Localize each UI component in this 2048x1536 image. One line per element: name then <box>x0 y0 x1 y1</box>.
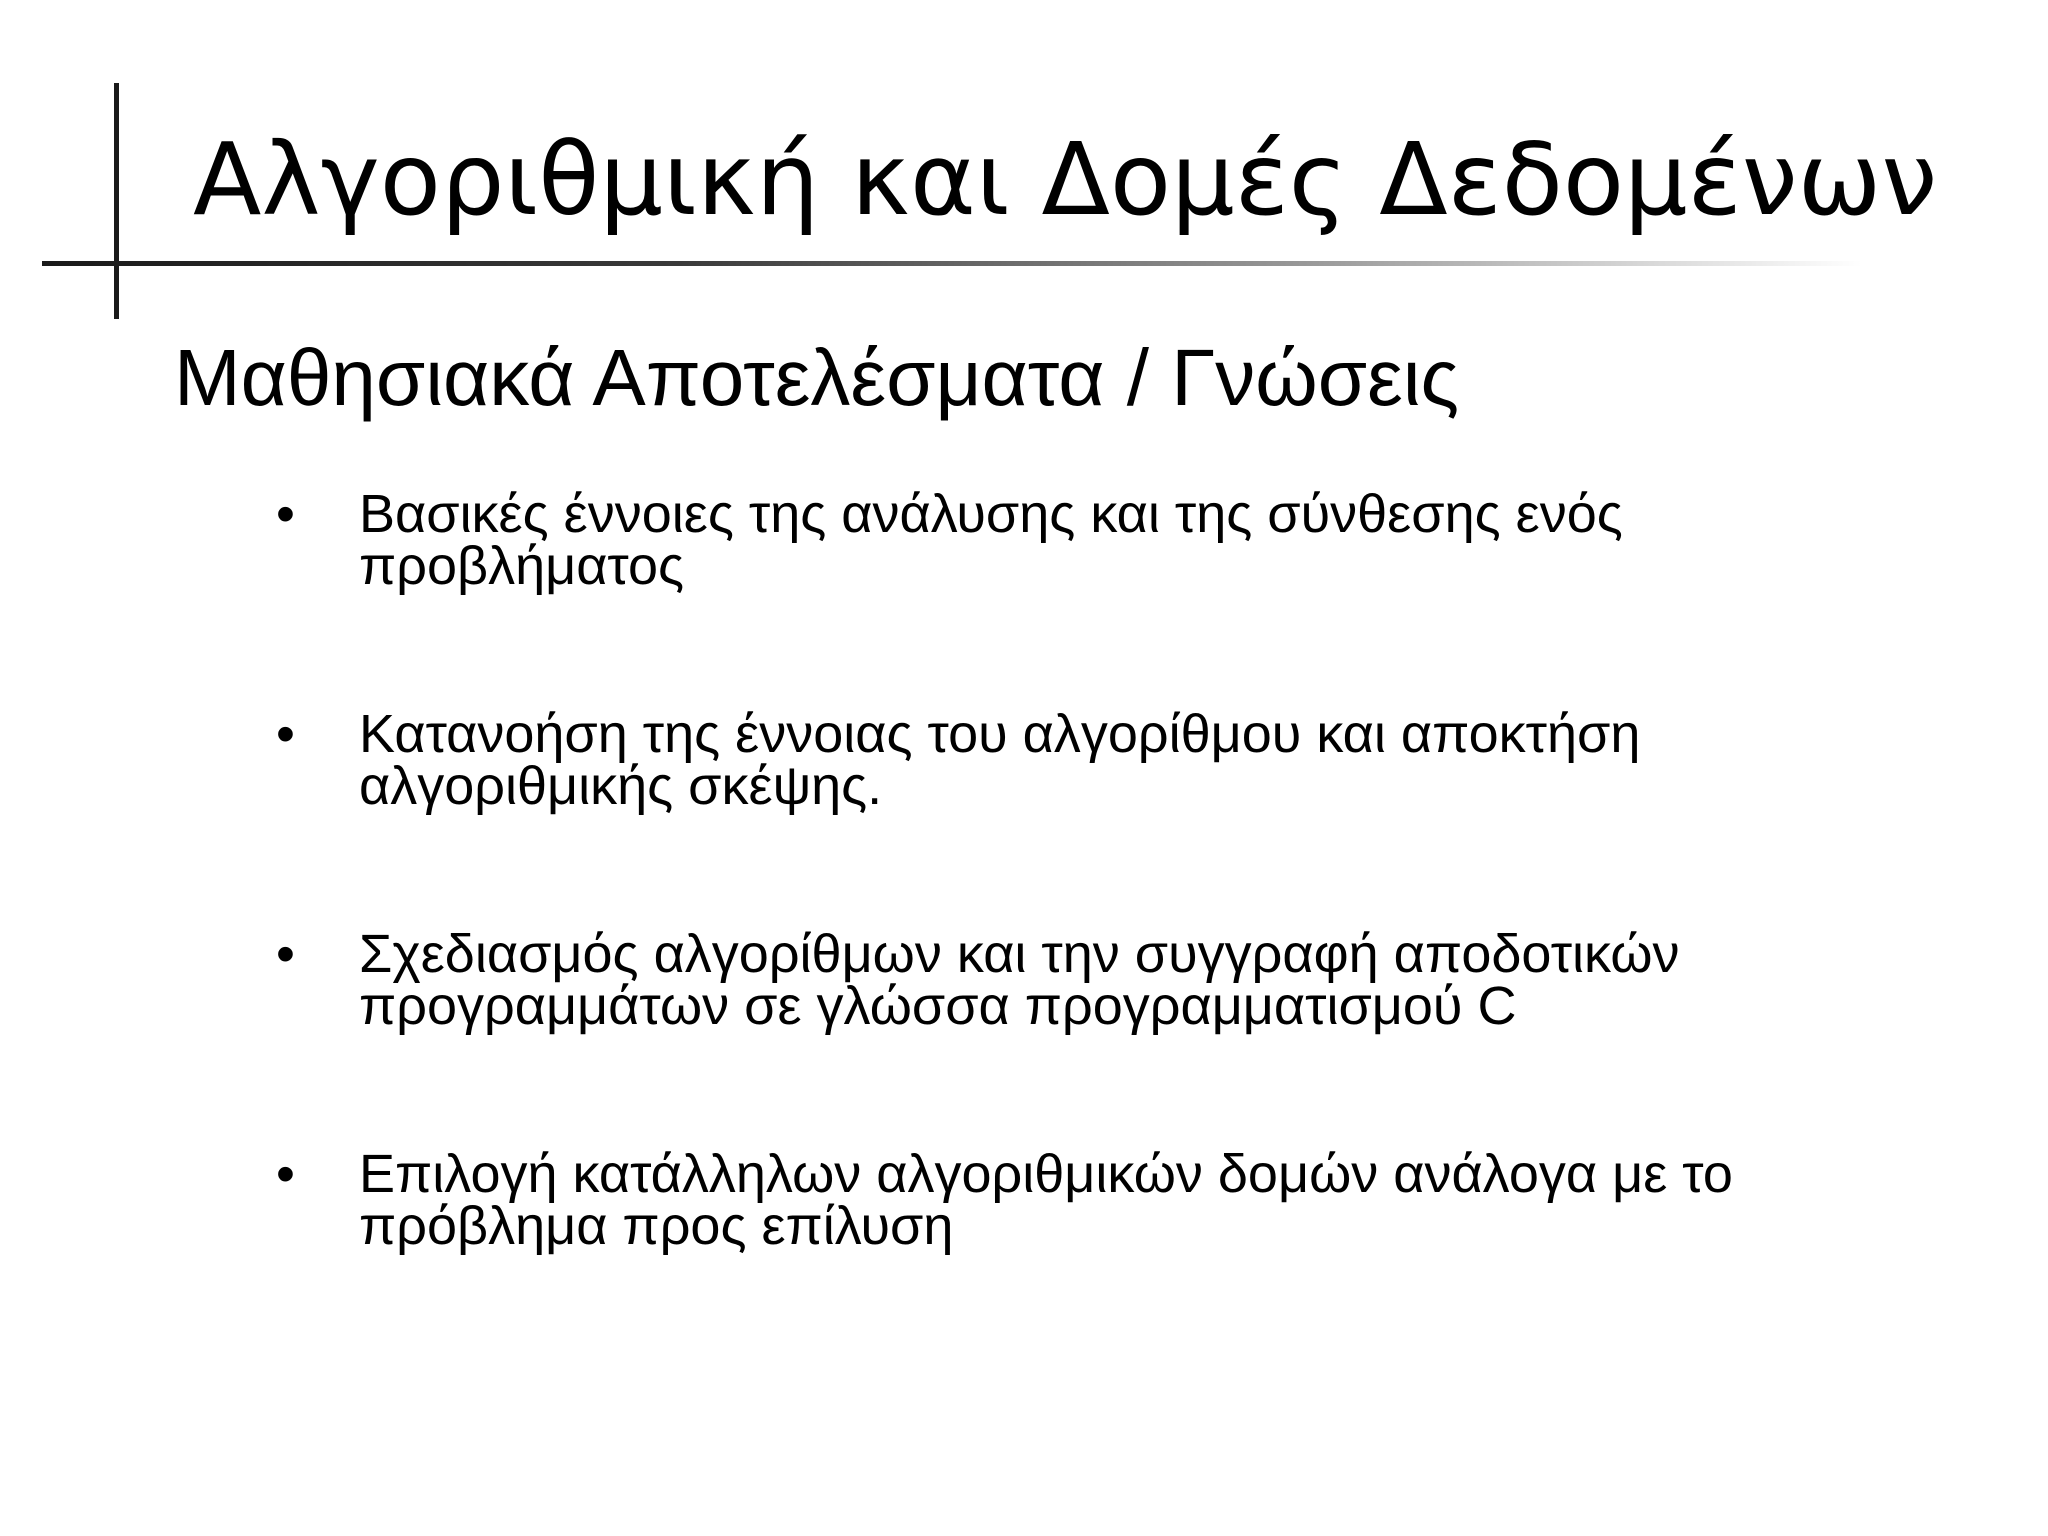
bullet-icon: • <box>276 924 295 984</box>
decorative-horizontal-line <box>42 261 1862 266</box>
bullet-text: Επιλογή κατάλληλων αλγοριθμικών δομών ανάλογα με το πρόβλημα προς επίλυση <box>359 1144 1733 1256</box>
bullet-icon: • <box>276 704 295 764</box>
bullet-text: Κατανοήση της έννοιας του αλγορίθμου και αποκτήση αλγοριθμικής σκέψης. <box>359 704 1641 816</box>
bullet-text: Σχεδιασμός αλγορίθμων και την συγγραφή αποδοτικών προγραμμάτων σε γλώσσα προγραμματισμού C <box>359 924 1680 1036</box>
bullet-item <box>270 924 1870 1036</box>
bullet-text: Βασικές έννοιες της ανάλυσης και της σύνθεσης ενός προβλήματος <box>359 484 1623 596</box>
bullet-icon: • <box>276 1144 295 1204</box>
slide-title: Αλγοριθμική και Δομές Δεδομένων <box>193 121 1938 238</box>
bullet-item <box>270 1144 1870 1256</box>
bullet-item <box>270 484 1870 596</box>
bullet-icon: • <box>276 484 295 544</box>
slide-subtitle: Μαθησιακά Αποτελέσματα / Γνώσεις <box>174 333 1460 422</box>
bullet-list <box>270 484 1870 1368</box>
bullet-item <box>270 704 1870 816</box>
decorative-vertical-line <box>114 83 119 319</box>
